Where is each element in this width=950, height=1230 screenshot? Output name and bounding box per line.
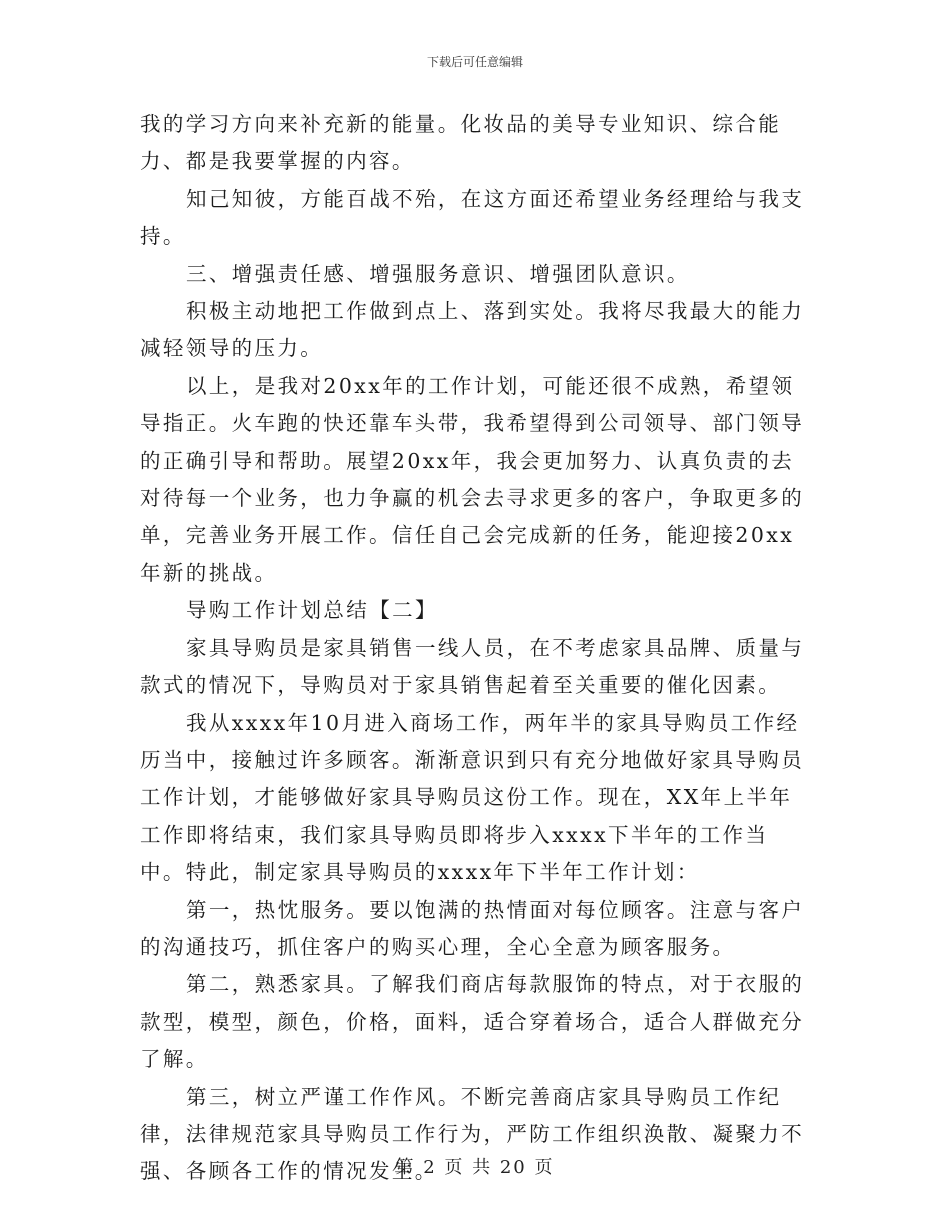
paragraph: 我的学习方向来补充新的能量。化妆品的美导专业知识、综合能力、都是我要掌握的内容。 xyxy=(140,112,782,174)
paragraph: 第二，熟悉家具。了解我们商店每款服饰的特点，对于衣服的款型，模型，颜色，价格，面料，适合穿着场合，适合人群做充分了解。 xyxy=(140,972,805,1072)
paragraph: 第三，树立严谨工作作风。不断完善商店家具导购员工作纪律，法律规范家具导购员工作行为，严防工作组织涣散、凝聚力不强、各顾各工作的情况发生。 xyxy=(140,1084,805,1184)
paragraph: 知己知彼，方能百战不殆，在这方面还希望业务经理给与我支持。 xyxy=(140,186,805,249)
paragraph: 以上，是我对20xx年的工作计划，可能还很不成熟，希望领导指正。火车跑的快还靠车头带，我希望得到公司领导、部门领导的正确引导和帮助。展望20xx年，我会更加努力、认真负责的去对待每一个业务，也力争赢的机会去寻求更多的客户，争取更多的单，完善业务开展工作。信任自己会完成新的任务，能迎接20xx年新的挑战。 xyxy=(140,373,805,585)
paragraph: 第一，热忱服务。要以饱满的热情面对每位顾客。注意与客户的沟通技巧，抓住客户的购买心理，全心全意为顾客服务。 xyxy=(140,897,805,959)
page-header-note: 下载后可任意编辑 xyxy=(426,55,523,69)
paragraph: 积极主动地把工作做到点上、落到实处。我将尽我最大的能力减轻领导的压力。 xyxy=(140,299,805,361)
page-footer xyxy=(0,1153,950,1179)
paragraph: 家具导购员是家具销售一线人员，在不考虑家具品牌、质量与款式的情况下，导购员对于家具销售起着至关重要的催化因素。 xyxy=(140,635,805,698)
section-heading: 导购工作计划总结【二】 xyxy=(186,598,438,623)
page-number-label: 第 2 页 共 20 页 xyxy=(395,1157,555,1178)
section-heading: 三、增强责任感、增强服务意识、增强团队意识。 xyxy=(186,261,690,286)
paragraph: 我从xxxx年10月进入商场工作，两年半的家具导购员工作经历当中，接触过许多顾客。渐渐意识到只有充分地做好家具导购员工作计划，才能够做好家具导购员这份工作。现在，XX年上半年工作即将结束，我们家具导购员即将步入xxxx下半年的工作当中。特此，制定家具导购员的xxxx年下半年工作计划： xyxy=(140,710,805,885)
document-body xyxy=(140,106,812,1191)
